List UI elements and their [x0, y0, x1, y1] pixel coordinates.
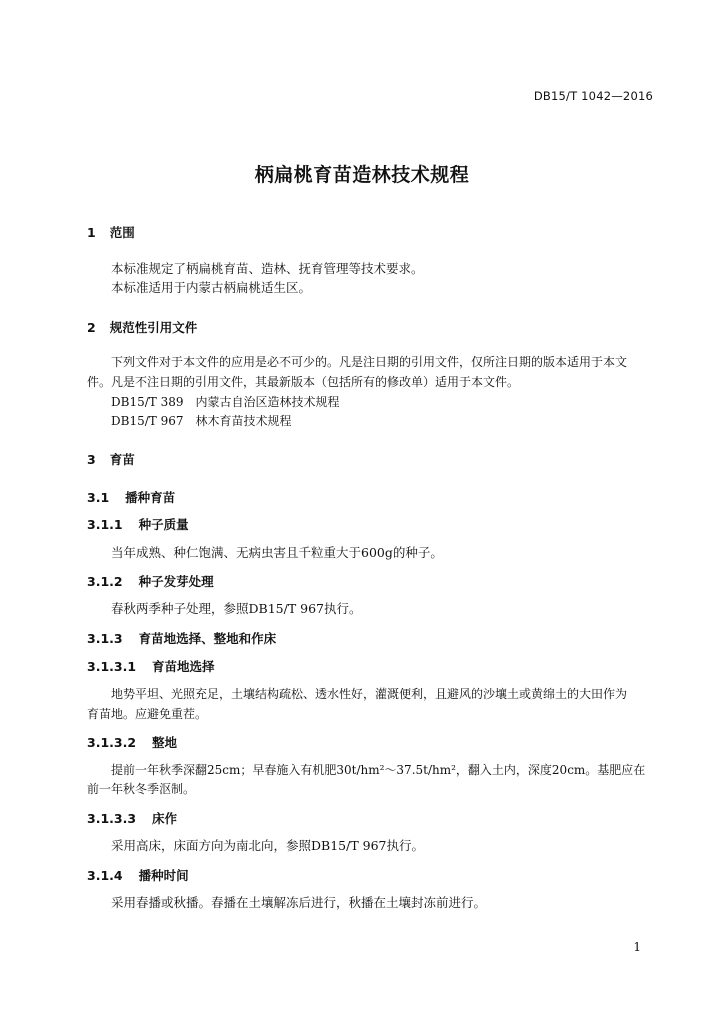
- section-number: 3.1.4: [87, 868, 123, 883]
- section-number: 3.1: [87, 490, 110, 505]
- paragraph-line: 下列文件对于本文件的应用是必不可少的。凡是注日期的引用文件，仅所注日期的版本适用于本文: [111, 355, 628, 369]
- section-title: 育苗: [109, 452, 135, 467]
- subsection-3-1-heading: [87, 488, 175, 506]
- section-title: 范围: [109, 225, 135, 240]
- paragraph: 本标准适用于内蒙古柄扁桃适生区。: [111, 280, 312, 295]
- section-title: 种子发芽处理: [138, 574, 214, 589]
- paragraph: 春秋两季种子处理，参照DB15/T 967执行。: [111, 601, 362, 616]
- paragraph: 采用春播或秋播。春播在土壤解冻后进行，秋播在土壤封冻前进行。: [111, 895, 487, 910]
- section-number: 3: [87, 452, 96, 467]
- paragraph: 当年成熟、种仁饱满、无病虫害且千粒重大于600g的种子。: [111, 545, 443, 560]
- subsection-3-1-3-3-heading: [87, 809, 177, 827]
- section-title: 整地: [152, 735, 178, 750]
- paragraph-line: 地势平坦、光照充足，土壤结构疏松、透水性好，灌溉便利，且避风的沙壤土或黄绵土的大田作为: [111, 687, 628, 701]
- section-number: 3.1.2: [87, 574, 123, 589]
- subsection-3-1-3-heading: [87, 629, 276, 647]
- section-2-heading: [87, 318, 197, 336]
- paragraph: 采用高床，床面方向为南北向，参照DB15/T 967执行。: [111, 838, 424, 853]
- document-title: 柄扁桃育苗造林技术规程: [254, 164, 470, 186]
- paragraph-line: 育苗地。应避免重茬。: [87, 707, 208, 721]
- subsection-3-1-2-heading: [87, 572, 214, 590]
- page-number: 1: [633, 940, 641, 954]
- paragraph-line: 件。凡是不注日期的引用文件，其最新版本（包括所有的修改单）适用于本文件。: [87, 375, 520, 389]
- section-title: 种子质量: [138, 517, 189, 532]
- section-title: 育苗地选择: [152, 659, 215, 674]
- paragraph-line: 前一年秋冬季沤制。: [87, 782, 196, 796]
- subsection-3-1-3-2-heading: [87, 733, 177, 751]
- section-1-heading: [87, 223, 135, 241]
- section-title: 播种时间: [138, 868, 189, 883]
- subsection-3-1-1-heading: [87, 515, 189, 533]
- document-code: DB15/T 1042—2016: [533, 89, 653, 103]
- section-number: 3.1.1: [87, 517, 123, 532]
- section-title: 床作: [152, 811, 178, 826]
- normative-reference: DB15/T 967 林木育苗技术规程: [111, 414, 292, 428]
- section-title: 规范性引用文件: [109, 320, 198, 335]
- subsection-3-1-3-1-heading: [87, 657, 215, 675]
- section-number: 3.1.3: [87, 631, 123, 646]
- section-number: 3.1.3.1: [87, 659, 137, 674]
- normative-reference: DB15/T 389 内蒙古自治区造林技术规程: [111, 395, 340, 409]
- paragraph: 本标准规定了柄扁桃育苗、造林、抚育管理等技术要求。: [111, 261, 424, 276]
- section-number: 2: [87, 320, 96, 335]
- section-number: 3.1.3.2: [87, 735, 137, 750]
- subsection-3-1-4-heading: [87, 866, 189, 884]
- section-number: 1: [87, 225, 96, 240]
- section-number: 3.1.3.3: [87, 811, 137, 826]
- section-title: 播种育苗: [125, 490, 176, 505]
- section-3-heading: [87, 450, 135, 468]
- section-title: 育苗地选择、整地和作床: [138, 631, 277, 646]
- paragraph-line: 提前一年秋季深翻25cm；早春施入有机肥30t/hm²～37.5t/hm²，翻入土内，深度20cm。基肥应在: [111, 763, 646, 777]
